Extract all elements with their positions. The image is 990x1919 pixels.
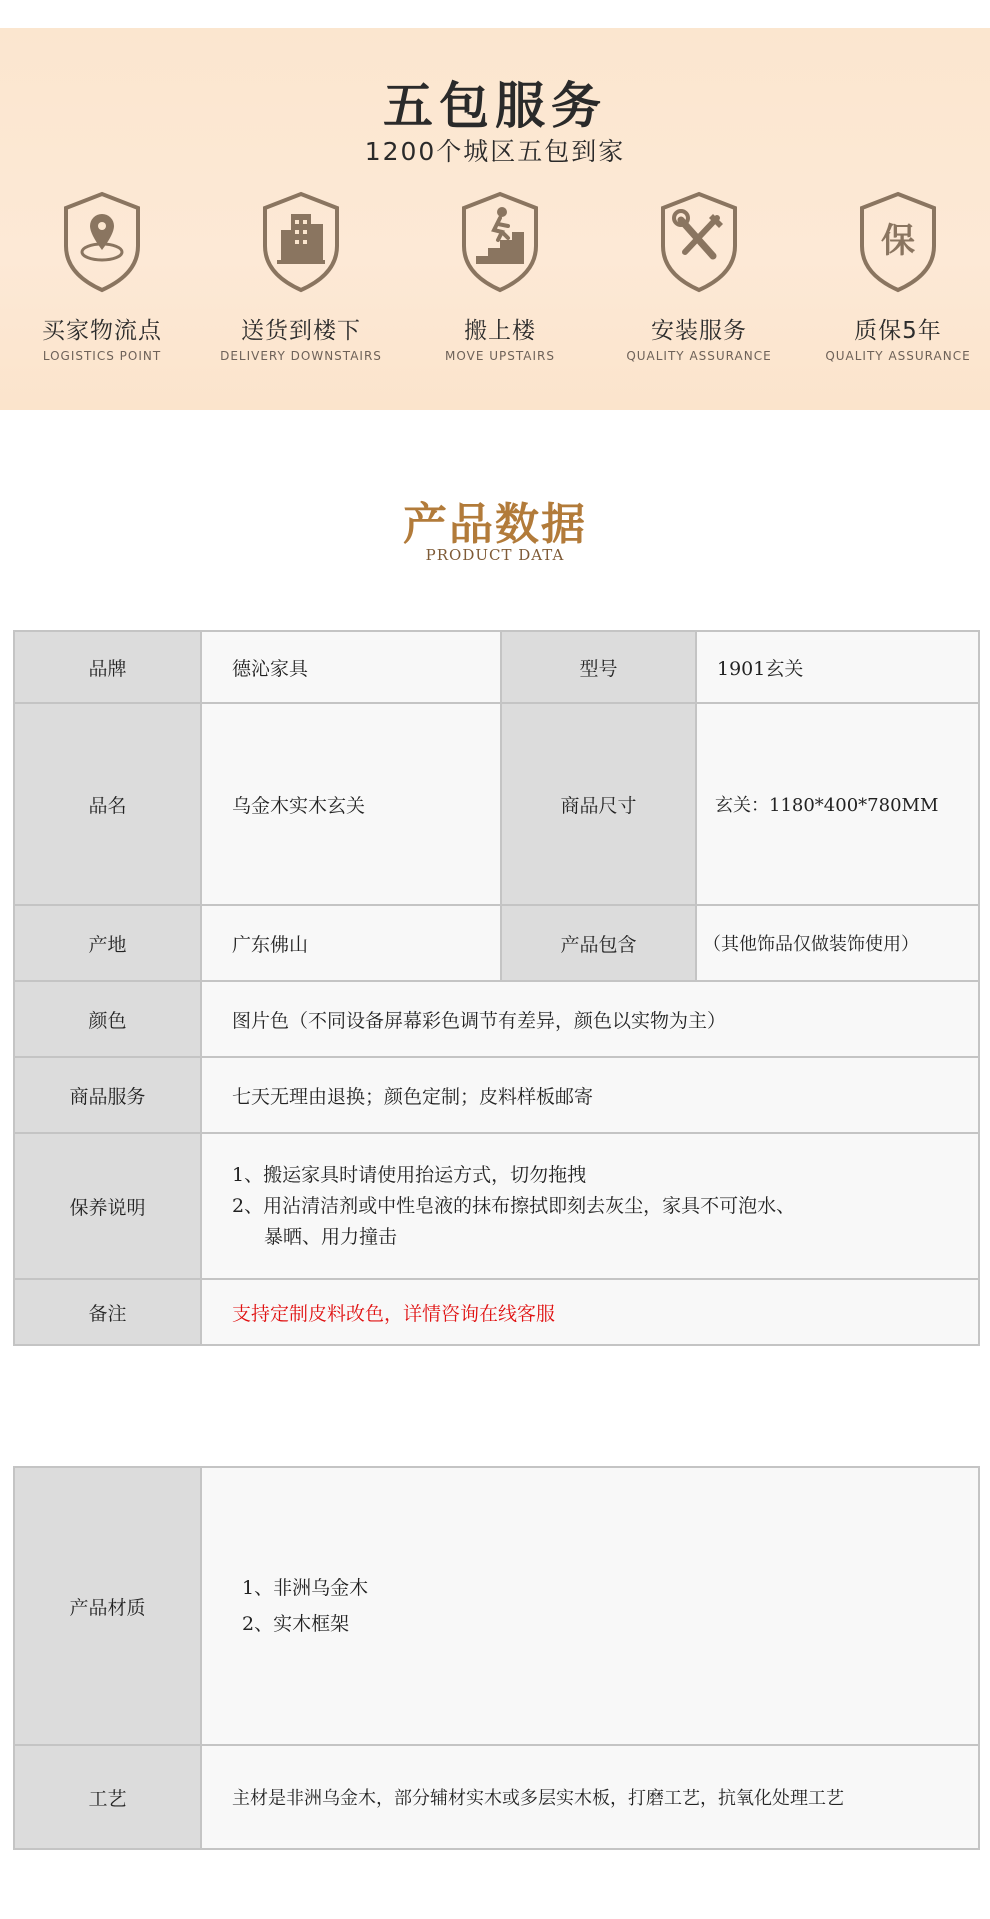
service-banner — [0, 28, 990, 410]
service-value: 七天无理由退换；颜色定制；皮料样板邮寄 — [201, 1057, 979, 1133]
care-line-2: 2、用沾清洁剂或中性皂液的抹布擦拭即刻去灰尘，家具不可泡水、 — [232, 1194, 796, 1217]
size-label: 商品尺寸 — [501, 703, 696, 905]
brand-label: 品牌 — [14, 631, 201, 703]
name-value: 乌金木实木玄关 — [201, 703, 501, 905]
includes-label: 产品包含 — [501, 905, 696, 981]
includes-value: （其他饰品仅做装饰使用） — [696, 905, 979, 981]
origin-label: 产地 — [14, 905, 201, 981]
service-label: 搬上楼 — [464, 318, 536, 344]
banner-subtitle: 1200个城区五包到家 — [364, 137, 626, 166]
remark-value: 支持定制皮料改色，详情咨询在线客服 — [201, 1279, 979, 1345]
size-value: 玄关：1180*400*780MM — [696, 703, 979, 905]
service-item-install — [599, 190, 799, 363]
brand-value: 德沁家具 — [201, 631, 501, 703]
remark-label: 备注 — [14, 1279, 201, 1345]
color-label: 颜色 — [14, 981, 201, 1057]
stairs-person-icon — [458, 190, 542, 294]
service-item-delivery — [201, 190, 401, 363]
service-sublabel: LOGISTICS POINT — [42, 349, 162, 363]
material-line-2: 2、实木框架 — [242, 1613, 350, 1635]
material-line-1: 1、非洲乌金木 — [242, 1577, 369, 1599]
warranty-icon — [856, 190, 940, 294]
material-value — [201, 1467, 979, 1745]
color-value: 图片色（不同设备屏幕彩色调节有差异，颜色以实物为主） — [201, 981, 979, 1057]
craft-label: 工艺 — [14, 1745, 201, 1849]
table-row — [14, 1279, 979, 1345]
care-line-1: 1、搬运家具时请使用抬运方式，切勿拖拽 — [232, 1163, 587, 1186]
service-label: 买家物流点 — [42, 318, 162, 344]
table-row — [14, 1133, 979, 1279]
product-data-subtitle: PRODUCT DATA — [425, 546, 565, 564]
name-label: 品名 — [14, 703, 201, 905]
material-label: 产品材质 — [14, 1467, 201, 1745]
material-table — [13, 1466, 980, 1850]
table-row — [14, 905, 979, 981]
service-sublabel: DELIVERY DOWNSTAIRS — [220, 349, 382, 363]
service-sublabel: QUALITY ASSURANCE — [825, 349, 971, 363]
service-item-warranty — [798, 190, 990, 363]
product-spec-table — [13, 630, 980, 1346]
product-data-title: 产品数据 — [403, 499, 587, 550]
service-item-logistics — [2, 190, 202, 363]
service-sublabel: MOVE UPSTAIRS — [445, 349, 555, 363]
model-label: 型号 — [501, 631, 696, 703]
banner-title: 五包服务 — [383, 77, 607, 135]
care-value — [201, 1133, 979, 1279]
building-icon — [259, 190, 343, 294]
service-label: 安装服务 — [651, 318, 747, 344]
table-row — [14, 1467, 979, 1745]
service-label: 商品服务 — [14, 1057, 201, 1133]
care-line-3: 暴晒、用力撞击 — [264, 1225, 398, 1248]
table-row — [14, 1745, 979, 1849]
table-row — [14, 631, 979, 703]
model-value: 1901玄关 — [696, 631, 979, 703]
tools-icon — [657, 190, 741, 294]
table-row — [14, 981, 979, 1057]
care-label: 保养说明 — [14, 1133, 201, 1279]
service-label: 质保5年 — [854, 318, 942, 344]
svg-text:保: 保 — [881, 221, 915, 261]
origin-value: 广东佛山 — [201, 905, 501, 981]
service-label: 送货到楼下 — [241, 318, 361, 344]
map-pin-icon — [60, 190, 144, 294]
service-sublabel: QUALITY ASSURANCE — [626, 349, 772, 363]
table-row — [14, 703, 979, 905]
service-item-upstairs — [400, 190, 600, 363]
table-row — [14, 1057, 979, 1133]
craft-value: 主材是非洲乌金木，部分辅材实木或多层实木板，打磨工艺，抗氧化处理工艺 — [201, 1745, 979, 1849]
